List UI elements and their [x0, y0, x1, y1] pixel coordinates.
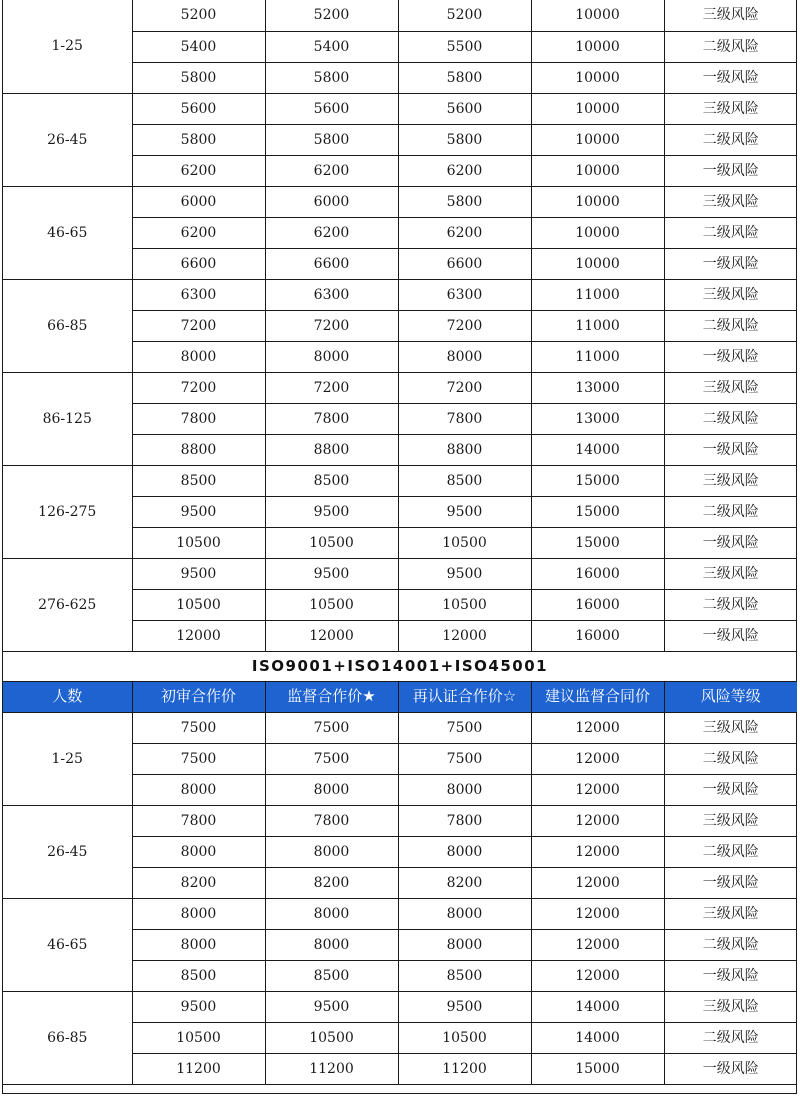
section2-head — [3, 651, 797, 712]
header-surveillance-price: 监督合作价★ — [265, 681, 398, 712]
surveillance-price-cell: 6200 — [265, 217, 398, 248]
table-row — [3, 558, 797, 589]
recert-price-cell: 8500 — [398, 960, 531, 991]
surveillance-price-cell: 8000 — [265, 341, 398, 372]
headcount-range-cell: 66-85 — [3, 279, 132, 372]
initial-price-cell: 8500 — [132, 465, 265, 496]
risk-level-cell: 三级风险 — [664, 991, 797, 1022]
contract-price-cell: 13000 — [531, 403, 664, 434]
risk-level-cell: 三级风险 — [664, 805, 797, 836]
surveillance-price-cell: 6000 — [265, 186, 398, 217]
recert-price-cell: 6600 — [398, 248, 531, 279]
initial-price-cell: 7800 — [132, 805, 265, 836]
contract-price-cell: 15000 — [531, 496, 664, 527]
section-title: ISO9001+ISO14001+ISO45001 — [3, 651, 797, 681]
surveillance-price-cell: 8800 — [265, 434, 398, 465]
headcount-range-cell: 26-45 — [3, 93, 132, 186]
surveillance-price-cell: 10500 — [265, 527, 398, 558]
recert-price-cell: 5800 — [398, 186, 531, 217]
header-row — [3, 681, 797, 712]
recert-price-cell: 7800 — [398, 805, 531, 836]
initial-price-cell: 12000 — [132, 620, 265, 651]
risk-level-cell: 一级风险 — [664, 620, 797, 651]
recert-price-cell: 6300 — [398, 279, 531, 310]
surveillance-price-cell: 7500 — [265, 743, 398, 774]
contract-price-cell: 12000 — [531, 836, 664, 867]
contract-price-cell: 11000 — [531, 341, 664, 372]
recert-price-cell: 8000 — [398, 898, 531, 929]
headcount-range-cell: 1-25 — [3, 712, 132, 805]
initial-price-cell: 11200 — [132, 1053, 265, 1084]
recert-price-cell: 5600 — [398, 93, 531, 124]
initial-price-cell: 6000 — [132, 186, 265, 217]
surveillance-price-cell: 5600 — [265, 93, 398, 124]
recert-price-cell: 7200 — [398, 372, 531, 403]
surveillance-price-cell: 5400 — [265, 31, 398, 62]
initial-price-cell: 7200 — [132, 310, 265, 341]
recert-price-cell: 5500 — [398, 31, 531, 62]
contract-price-cell: 15000 — [531, 527, 664, 558]
contract-price-cell: 12000 — [531, 805, 664, 836]
headcount-range-cell: 276-625 — [3, 558, 132, 651]
contract-price-cell: 10000 — [531, 124, 664, 155]
initial-price-cell: 8000 — [132, 929, 265, 960]
initial-price-cell: 9500 — [132, 558, 265, 589]
contract-price-cell: 16000 — [531, 589, 664, 620]
initial-price-cell: 7500 — [132, 743, 265, 774]
risk-level-cell: 一级风险 — [664, 960, 797, 991]
table-row — [3, 0, 797, 31]
table1-body — [3, 0, 797, 651]
risk-level-cell: 二级风险 — [664, 836, 797, 867]
headcount-range-cell: 46-65 — [3, 898, 132, 991]
price-table-frame — [2, 0, 797, 1094]
risk-level-cell: 二级风险 — [664, 124, 797, 155]
recert-price-cell: 6200 — [398, 217, 531, 248]
recert-price-cell: 9500 — [398, 991, 531, 1022]
initial-price-cell: 8000 — [132, 836, 265, 867]
contract-price-cell: 10000 — [531, 93, 664, 124]
recert-price-cell: 8800 — [398, 434, 531, 465]
surveillance-price-cell: 5800 — [265, 62, 398, 93]
contract-price-cell: 12000 — [531, 929, 664, 960]
initial-price-cell: 5800 — [132, 62, 265, 93]
risk-level-cell: 一级风险 — [664, 1053, 797, 1084]
surveillance-price-cell: 11200 — [265, 1053, 398, 1084]
risk-level-cell: 二级风险 — [664, 310, 797, 341]
initial-price-cell: 7500 — [132, 712, 265, 743]
initial-price-cell: 10500 — [132, 589, 265, 620]
risk-level-cell: 一级风险 — [664, 341, 797, 372]
risk-level-cell: 一级风险 — [664, 434, 797, 465]
risk-level-cell: 三级风险 — [664, 898, 797, 929]
risk-level-cell: 三级风险 — [664, 0, 797, 31]
recert-price-cell: 11200 — [398, 1053, 531, 1084]
surveillance-price-cell: 6600 — [265, 248, 398, 279]
risk-level-cell: 二级风险 — [664, 1022, 797, 1053]
surveillance-price-cell: 8500 — [265, 465, 398, 496]
surveillance-price-cell: 7800 — [265, 805, 398, 836]
surveillance-price-cell: 6200 — [265, 155, 398, 186]
header-initial-price: 初审合作价 — [132, 681, 265, 712]
contract-price-cell: 10000 — [531, 62, 664, 93]
risk-level-cell: 一级风险 — [664, 248, 797, 279]
surveillance-price-cell: 7500 — [265, 712, 398, 743]
surveillance-price-cell: 5200 — [265, 0, 398, 31]
contract-price-cell: 10000 — [531, 155, 664, 186]
contract-price-cell: 16000 — [531, 558, 664, 589]
contract-price-cell: 14000 — [531, 434, 664, 465]
initial-price-cell: 8200 — [132, 867, 265, 898]
surveillance-price-cell: 5800 — [265, 124, 398, 155]
table-row — [3, 898, 797, 929]
recert-price-cell: 9500 — [398, 558, 531, 589]
recert-price-cell: 8000 — [398, 341, 531, 372]
initial-price-cell: 10500 — [132, 527, 265, 558]
risk-level-cell: 三级风险 — [664, 93, 797, 124]
risk-level-cell: 二级风险 — [664, 496, 797, 527]
header-headcount: 人数 — [3, 681, 132, 712]
headcount-range-cell: 86-125 — [3, 372, 132, 465]
header-risk-level: 风险等级 — [664, 681, 797, 712]
recert-price-cell: 7500 — [398, 712, 531, 743]
headcount-range-cell: 26-45 — [3, 805, 132, 898]
recert-price-cell: 8000 — [398, 836, 531, 867]
recert-price-cell: 8000 — [398, 774, 531, 805]
recert-price-cell: 7500 — [398, 743, 531, 774]
initial-price-cell: 6200 — [132, 217, 265, 248]
recert-price-cell: 9500 — [398, 496, 531, 527]
initial-price-cell: 7800 — [132, 403, 265, 434]
surveillance-price-cell: 8000 — [265, 929, 398, 960]
risk-level-cell: 三级风险 — [664, 465, 797, 496]
table-row — [3, 186, 797, 217]
surveillance-price-cell: 9500 — [265, 991, 398, 1022]
initial-price-cell: 5800 — [132, 124, 265, 155]
contract-price-cell: 16000 — [531, 620, 664, 651]
recert-price-cell: 8200 — [398, 867, 531, 898]
initial-price-cell: 8000 — [132, 898, 265, 929]
initial-price-cell: 10500 — [132, 1022, 265, 1053]
risk-level-cell: 三级风险 — [664, 558, 797, 589]
risk-level-cell: 一级风险 — [664, 774, 797, 805]
contract-price-cell: 10000 — [531, 186, 664, 217]
surveillance-price-cell: 7800 — [265, 403, 398, 434]
initial-price-cell: 6600 — [132, 248, 265, 279]
table-row — [3, 991, 797, 1022]
contract-price-cell: 12000 — [531, 867, 664, 898]
contract-price-cell: 10000 — [531, 217, 664, 248]
initial-price-cell: 9500 — [132, 991, 265, 1022]
headcount-range-cell: 46-65 — [3, 186, 132, 279]
table-row — [3, 279, 797, 310]
risk-level-cell: 三级风险 — [664, 372, 797, 403]
price-table — [3, 0, 797, 1085]
recert-price-cell: 6200 — [398, 155, 531, 186]
contract-price-cell: 13000 — [531, 372, 664, 403]
table-row — [3, 805, 797, 836]
contract-price-cell: 10000 — [531, 31, 664, 62]
surveillance-price-cell: 9500 — [265, 496, 398, 527]
contract-price-cell: 12000 — [531, 960, 664, 991]
surveillance-price-cell: 8200 — [265, 867, 398, 898]
initial-price-cell: 5200 — [132, 0, 265, 31]
recert-price-cell: 5800 — [398, 124, 531, 155]
recert-price-cell: 5800 — [398, 62, 531, 93]
initial-price-cell: 8000 — [132, 774, 265, 805]
contract-price-cell: 12000 — [531, 743, 664, 774]
contract-price-cell: 11000 — [531, 279, 664, 310]
table2-body — [3, 712, 797, 1084]
contract-price-cell: 12000 — [531, 712, 664, 743]
headcount-range-cell: 126-275 — [3, 465, 132, 558]
contract-price-cell: 12000 — [531, 898, 664, 929]
risk-level-cell: 一级风险 — [664, 62, 797, 93]
risk-level-cell: 二级风险 — [664, 31, 797, 62]
surveillance-price-cell: 8500 — [265, 960, 398, 991]
risk-level-cell: 三级风险 — [664, 186, 797, 217]
initial-price-cell: 6200 — [132, 155, 265, 186]
surveillance-price-cell: 6300 — [265, 279, 398, 310]
table-row — [3, 372, 797, 403]
risk-level-cell: 一级风险 — [664, 527, 797, 558]
contract-price-cell: 14000 — [531, 1022, 664, 1053]
initial-price-cell: 5600 — [132, 93, 265, 124]
initial-price-cell: 6300 — [132, 279, 265, 310]
recert-price-cell: 10500 — [398, 527, 531, 558]
risk-level-cell: 三级风险 — [664, 712, 797, 743]
surveillance-price-cell: 10500 — [265, 1022, 398, 1053]
risk-level-cell: 三级风险 — [664, 279, 797, 310]
header-recert-price: 再认证合作价☆ — [398, 681, 531, 712]
headcount-range-cell: 1-25 — [3, 0, 132, 93]
surveillance-price-cell: 12000 — [265, 620, 398, 651]
surveillance-price-cell: 7200 — [265, 372, 398, 403]
contract-price-cell: 10000 — [531, 248, 664, 279]
risk-level-cell: 二级风险 — [664, 929, 797, 960]
surveillance-price-cell: 8000 — [265, 836, 398, 867]
recert-price-cell: 10500 — [398, 1022, 531, 1053]
initial-price-cell: 9500 — [132, 496, 265, 527]
risk-level-cell: 一级风险 — [664, 867, 797, 898]
headcount-range-cell: 66-85 — [3, 991, 132, 1084]
risk-level-cell: 二级风险 — [664, 589, 797, 620]
recert-price-cell: 8500 — [398, 465, 531, 496]
recert-price-cell: 10500 — [398, 589, 531, 620]
initial-price-cell: 8500 — [132, 960, 265, 991]
risk-level-cell: 二级风险 — [664, 743, 797, 774]
recert-price-cell: 8000 — [398, 929, 531, 960]
contract-price-cell: 11000 — [531, 310, 664, 341]
surveillance-price-cell: 10500 — [265, 589, 398, 620]
header-suggested-contract-price: 建议监督合同价 — [531, 681, 664, 712]
surveillance-price-cell: 9500 — [265, 558, 398, 589]
table-row — [3, 712, 797, 743]
contract-price-cell: 12000 — [531, 774, 664, 805]
contract-price-cell: 15000 — [531, 1053, 664, 1084]
recert-price-cell: 5200 — [398, 0, 531, 31]
contract-price-cell: 15000 — [531, 465, 664, 496]
initial-price-cell: 7200 — [132, 372, 265, 403]
recert-price-cell: 7800 — [398, 403, 531, 434]
surveillance-price-cell: 8000 — [265, 774, 398, 805]
initial-price-cell: 8000 — [132, 341, 265, 372]
table-row — [3, 93, 797, 124]
contract-price-cell: 14000 — [531, 991, 664, 1022]
table-row — [3, 465, 797, 496]
contract-price-cell: 10000 — [531, 0, 664, 31]
risk-level-cell: 一级风险 — [664, 155, 797, 186]
recert-price-cell: 7200 — [398, 310, 531, 341]
initial-price-cell: 5400 — [132, 31, 265, 62]
surveillance-price-cell: 7200 — [265, 310, 398, 341]
initial-price-cell: 8800 — [132, 434, 265, 465]
risk-level-cell: 二级风险 — [664, 217, 797, 248]
risk-level-cell: 二级风险 — [664, 403, 797, 434]
recert-price-cell: 12000 — [398, 620, 531, 651]
surveillance-price-cell: 8000 — [265, 898, 398, 929]
